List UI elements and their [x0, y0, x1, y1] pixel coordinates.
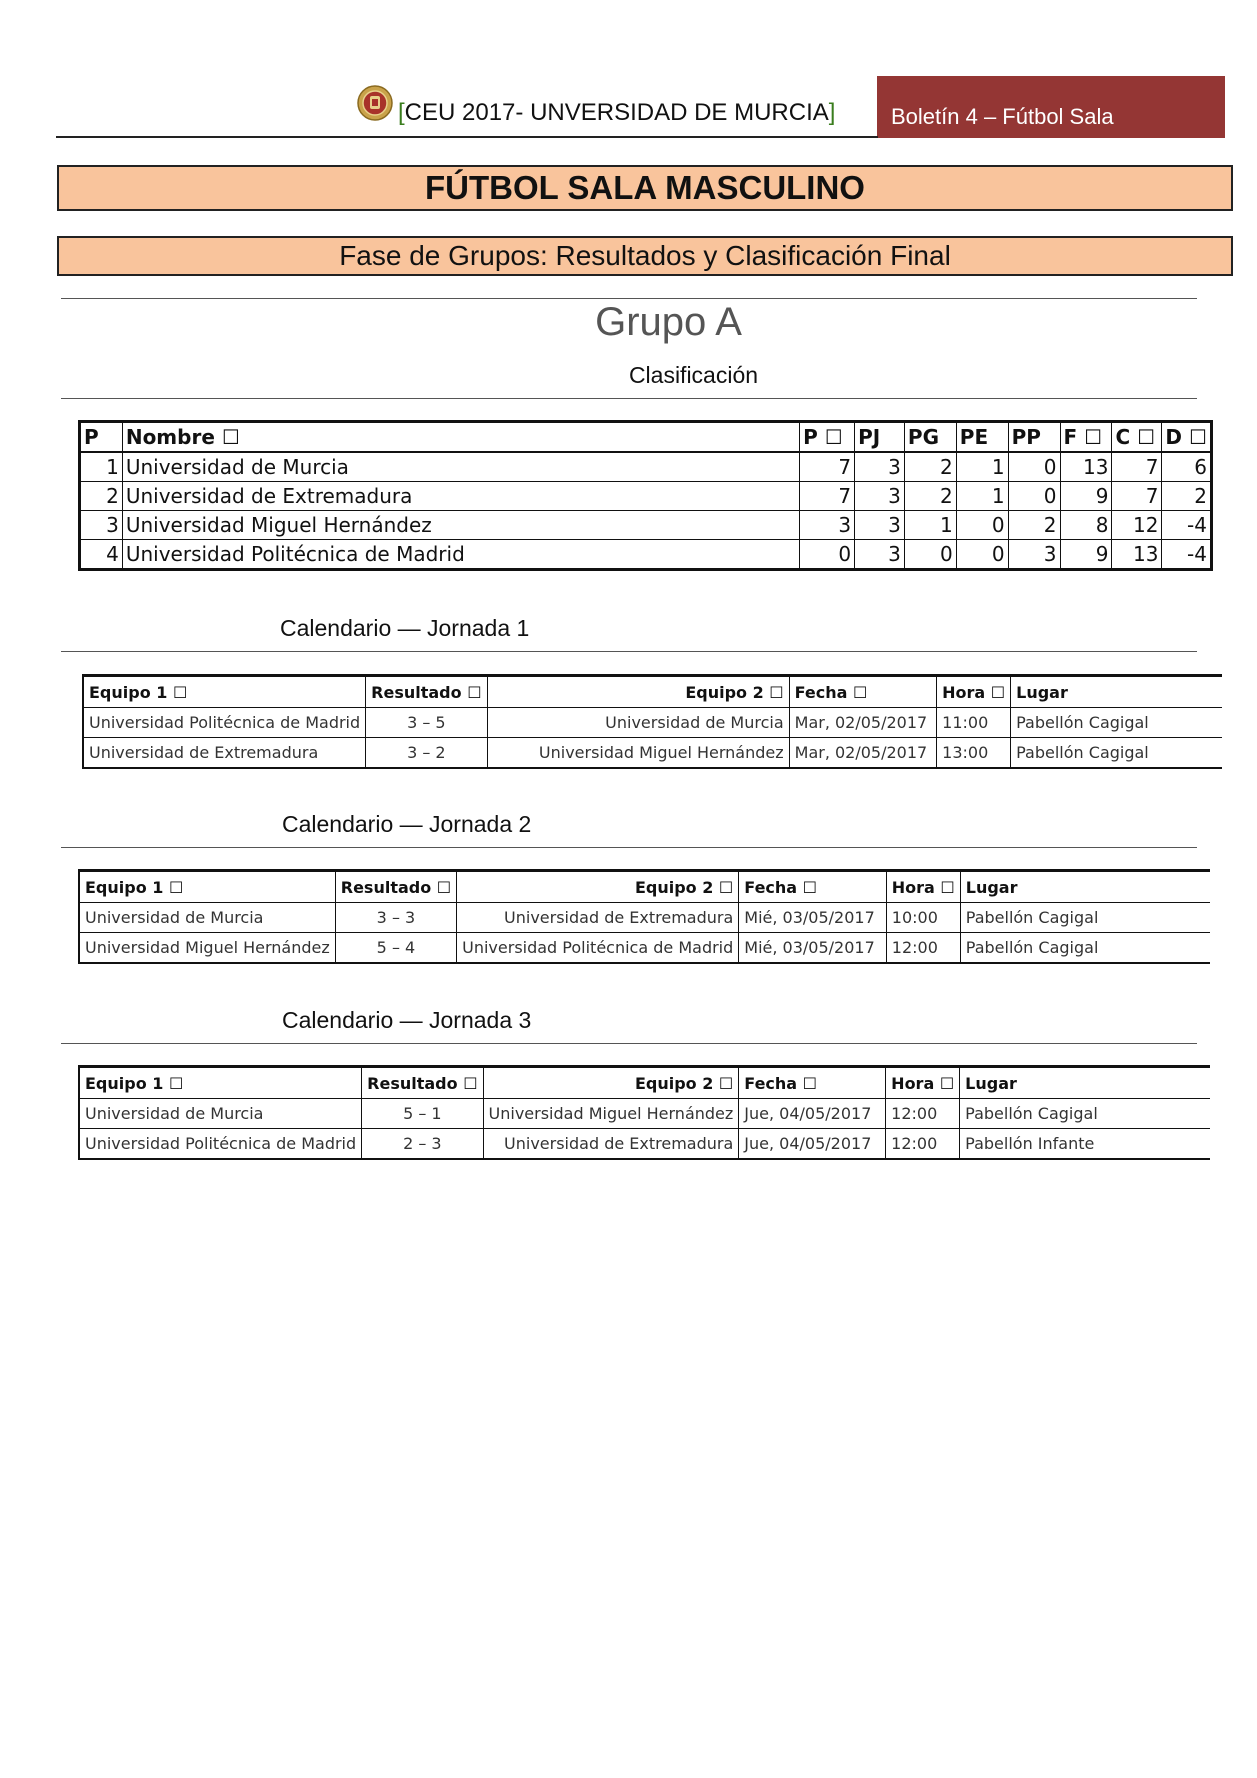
venue: Pabellón Cagigal	[960, 933, 1210, 964]
won: 2	[904, 482, 956, 511]
goals-against: 13	[1112, 540, 1162, 570]
col-header: Resultado ☐	[366, 676, 487, 708]
col-header: PE	[956, 422, 1008, 453]
standings-header-row	[80, 422, 1212, 453]
match-time: 13:00	[937, 738, 1011, 769]
match-date: Mié, 03/05/2017	[739, 933, 887, 964]
lost: 3	[1008, 540, 1060, 570]
divider	[61, 651, 1197, 652]
match-date: Mar, 02/05/2017	[789, 738, 937, 769]
match-date: Mar, 02/05/2017	[789, 708, 937, 738]
col-header: Equipo 1 ☐	[83, 676, 366, 708]
col-header: Equipo 2 ☐	[457, 871, 739, 903]
result: 5 – 1	[362, 1099, 483, 1129]
goal-difference: 6	[1162, 452, 1212, 482]
table-row	[79, 1129, 1210, 1160]
table-row	[79, 903, 1210, 933]
lost: 0	[1008, 482, 1060, 511]
match-time: 12:00	[886, 1099, 960, 1129]
goals-for: 9	[1060, 482, 1112, 511]
team-1: Universidad Politécnica de Madrid	[83, 708, 366, 738]
venue: Pabellón Cagigal	[960, 903, 1210, 933]
table-row	[80, 482, 1212, 511]
page-subtitle: Fase de Grupos: Resultados y Clasificación Final	[57, 236, 1233, 276]
col-header: Fecha ☐	[739, 1067, 886, 1099]
table-row	[80, 540, 1212, 570]
match-time: 10:00	[886, 903, 960, 933]
team-2: Universidad Miguel Hernández	[487, 738, 789, 769]
played: 3	[855, 511, 905, 540]
won: 1	[904, 511, 956, 540]
played: 3	[855, 540, 905, 570]
bulletin-label: Boletín 4 – Fútbol Sala	[891, 104, 1114, 129]
match-time: 12:00	[886, 933, 960, 964]
played: 3	[855, 452, 905, 482]
lost: 0	[1008, 452, 1060, 482]
venue: Pabellón Infante	[960, 1129, 1210, 1160]
col-header: Fecha ☐	[789, 676, 937, 708]
col-header: F ☐	[1060, 422, 1112, 453]
result: 3 – 2	[366, 738, 487, 769]
venue: Pabellón Cagigal	[960, 1099, 1210, 1129]
col-header: D ☐	[1162, 422, 1212, 453]
table-row	[83, 708, 1222, 738]
won: 0	[904, 540, 956, 570]
goal-difference: -4	[1162, 511, 1212, 540]
event-title: CEU 2017- UNVERSIDAD DE MURCIA	[404, 99, 829, 126]
fixture-header-row	[79, 871, 1210, 903]
position: 1	[80, 452, 123, 482]
standings-title: Clasificación	[628, 362, 759, 388]
team-1: Universidad Politécnica de Madrid	[79, 1129, 362, 1160]
divider	[61, 298, 1197, 299]
team-name: Universidad de Murcia	[122, 452, 799, 482]
played: 3	[855, 482, 905, 511]
result: 3 – 5	[366, 708, 487, 738]
divider	[61, 1043, 1197, 1044]
jornada-3-title: Calendario — Jornada 3	[282, 1007, 532, 1033]
match-date: Mié, 03/05/2017	[739, 903, 887, 933]
table-row	[79, 933, 1210, 964]
drawn: 1	[956, 452, 1008, 482]
jornada-1-table	[82, 674, 1222, 769]
lost: 2	[1008, 511, 1060, 540]
header-divider	[56, 136, 878, 138]
result: 2 – 3	[362, 1129, 483, 1160]
goals-against: 12	[1112, 511, 1162, 540]
goals-for: 13	[1060, 452, 1112, 482]
goals-for: 9	[1060, 540, 1112, 570]
jornada-2-title: Calendario — Jornada 2	[282, 811, 532, 837]
col-header: Lugar	[960, 1067, 1210, 1099]
won: 2	[904, 452, 956, 482]
venue: Pabellón Cagigal	[1011, 708, 1222, 738]
drawn: 1	[956, 482, 1008, 511]
match-time: 11:00	[937, 708, 1011, 738]
col-header: Nombre ☐	[122, 422, 799, 453]
col-header: Resultado ☐	[335, 871, 456, 903]
team-2: Universidad de Extremadura	[457, 903, 739, 933]
col-header: Lugar	[1011, 676, 1222, 708]
table-row	[79, 1099, 1210, 1129]
col-header: Fecha ☐	[739, 871, 887, 903]
col-header: P	[80, 422, 123, 453]
match-date: Jue, 04/05/2017	[739, 1099, 886, 1129]
goals-against: 7	[1112, 452, 1162, 482]
jornada-2-table	[78, 869, 1210, 964]
table-row	[83, 738, 1222, 769]
col-header: Hora ☐	[886, 871, 960, 903]
goal-difference: 2	[1162, 482, 1212, 511]
page-title: FÚTBOL SALA MASCULINO	[57, 165, 1233, 211]
points: 0	[800, 540, 855, 570]
col-header: Hora ☐	[886, 1067, 960, 1099]
team-1: Universidad de Murcia	[79, 903, 335, 933]
match-date: Jue, 04/05/2017	[739, 1129, 886, 1160]
fixture-header-row	[79, 1067, 1210, 1099]
goals-for: 8	[1060, 511, 1112, 540]
position: 3	[80, 511, 123, 540]
goal-difference: -4	[1162, 540, 1212, 570]
col-header: PP	[1008, 422, 1060, 453]
col-header: PG	[904, 422, 956, 453]
team-1: Universidad de Extremadura	[83, 738, 366, 769]
team-name: Universidad Politécnica de Madrid	[122, 540, 799, 570]
match-time: 12:00	[886, 1129, 960, 1160]
col-header: Equipo 1 ☐	[79, 871, 335, 903]
bulletin-label-box	[877, 76, 1225, 138]
university-seal-logo	[357, 84, 393, 122]
result: 5 – 4	[335, 933, 456, 964]
table-row	[80, 511, 1212, 540]
position: 2	[80, 482, 123, 511]
team-name: Universidad de Extremadura	[122, 482, 799, 511]
venue: Pabellón Cagigal	[1011, 738, 1222, 769]
col-header: Lugar	[960, 871, 1210, 903]
divider	[61, 847, 1197, 848]
team-1: Universidad Miguel Hernández	[79, 933, 335, 964]
col-header: Equipo 1 ☐	[79, 1067, 362, 1099]
team-1: Universidad de Murcia	[79, 1099, 362, 1129]
team-2: Universidad de Murcia	[487, 708, 789, 738]
fixture-header-row	[83, 676, 1222, 708]
bracket-close: ]	[828, 99, 836, 126]
position: 4	[80, 540, 123, 570]
col-header: C ☐	[1112, 422, 1162, 453]
team-2: Universidad Miguel Hernández	[483, 1099, 739, 1129]
bracket-open: [	[398, 99, 405, 126]
drawn: 0	[956, 511, 1008, 540]
points: 3	[800, 511, 855, 540]
goals-against: 7	[1112, 482, 1162, 511]
col-header: Equipo 2 ☐	[487, 676, 789, 708]
col-header: Resultado ☐	[362, 1067, 483, 1099]
team-2: Universidad Politécnica de Madrid	[457, 933, 739, 964]
team-2: Universidad de Extremadura	[483, 1129, 739, 1160]
drawn: 0	[956, 540, 1008, 570]
document-header-title	[398, 99, 835, 127]
points: 7	[800, 452, 855, 482]
jornada-3-table	[78, 1065, 1210, 1160]
result: 3 – 3	[335, 903, 456, 933]
col-header: Equipo 2 ☐	[483, 1067, 739, 1099]
jornada-1-title: Calendario — Jornada 1	[280, 615, 530, 641]
points: 7	[800, 482, 855, 511]
col-header: PJ	[855, 422, 905, 453]
standings-table	[78, 420, 1213, 571]
team-name: Universidad Miguel Hernández	[122, 511, 799, 540]
group-title: Grupo A	[595, 300, 742, 344]
table-row	[80, 452, 1212, 482]
divider	[61, 398, 1197, 399]
col-header: Hora ☐	[937, 676, 1011, 708]
col-header: P ☐	[800, 422, 855, 453]
